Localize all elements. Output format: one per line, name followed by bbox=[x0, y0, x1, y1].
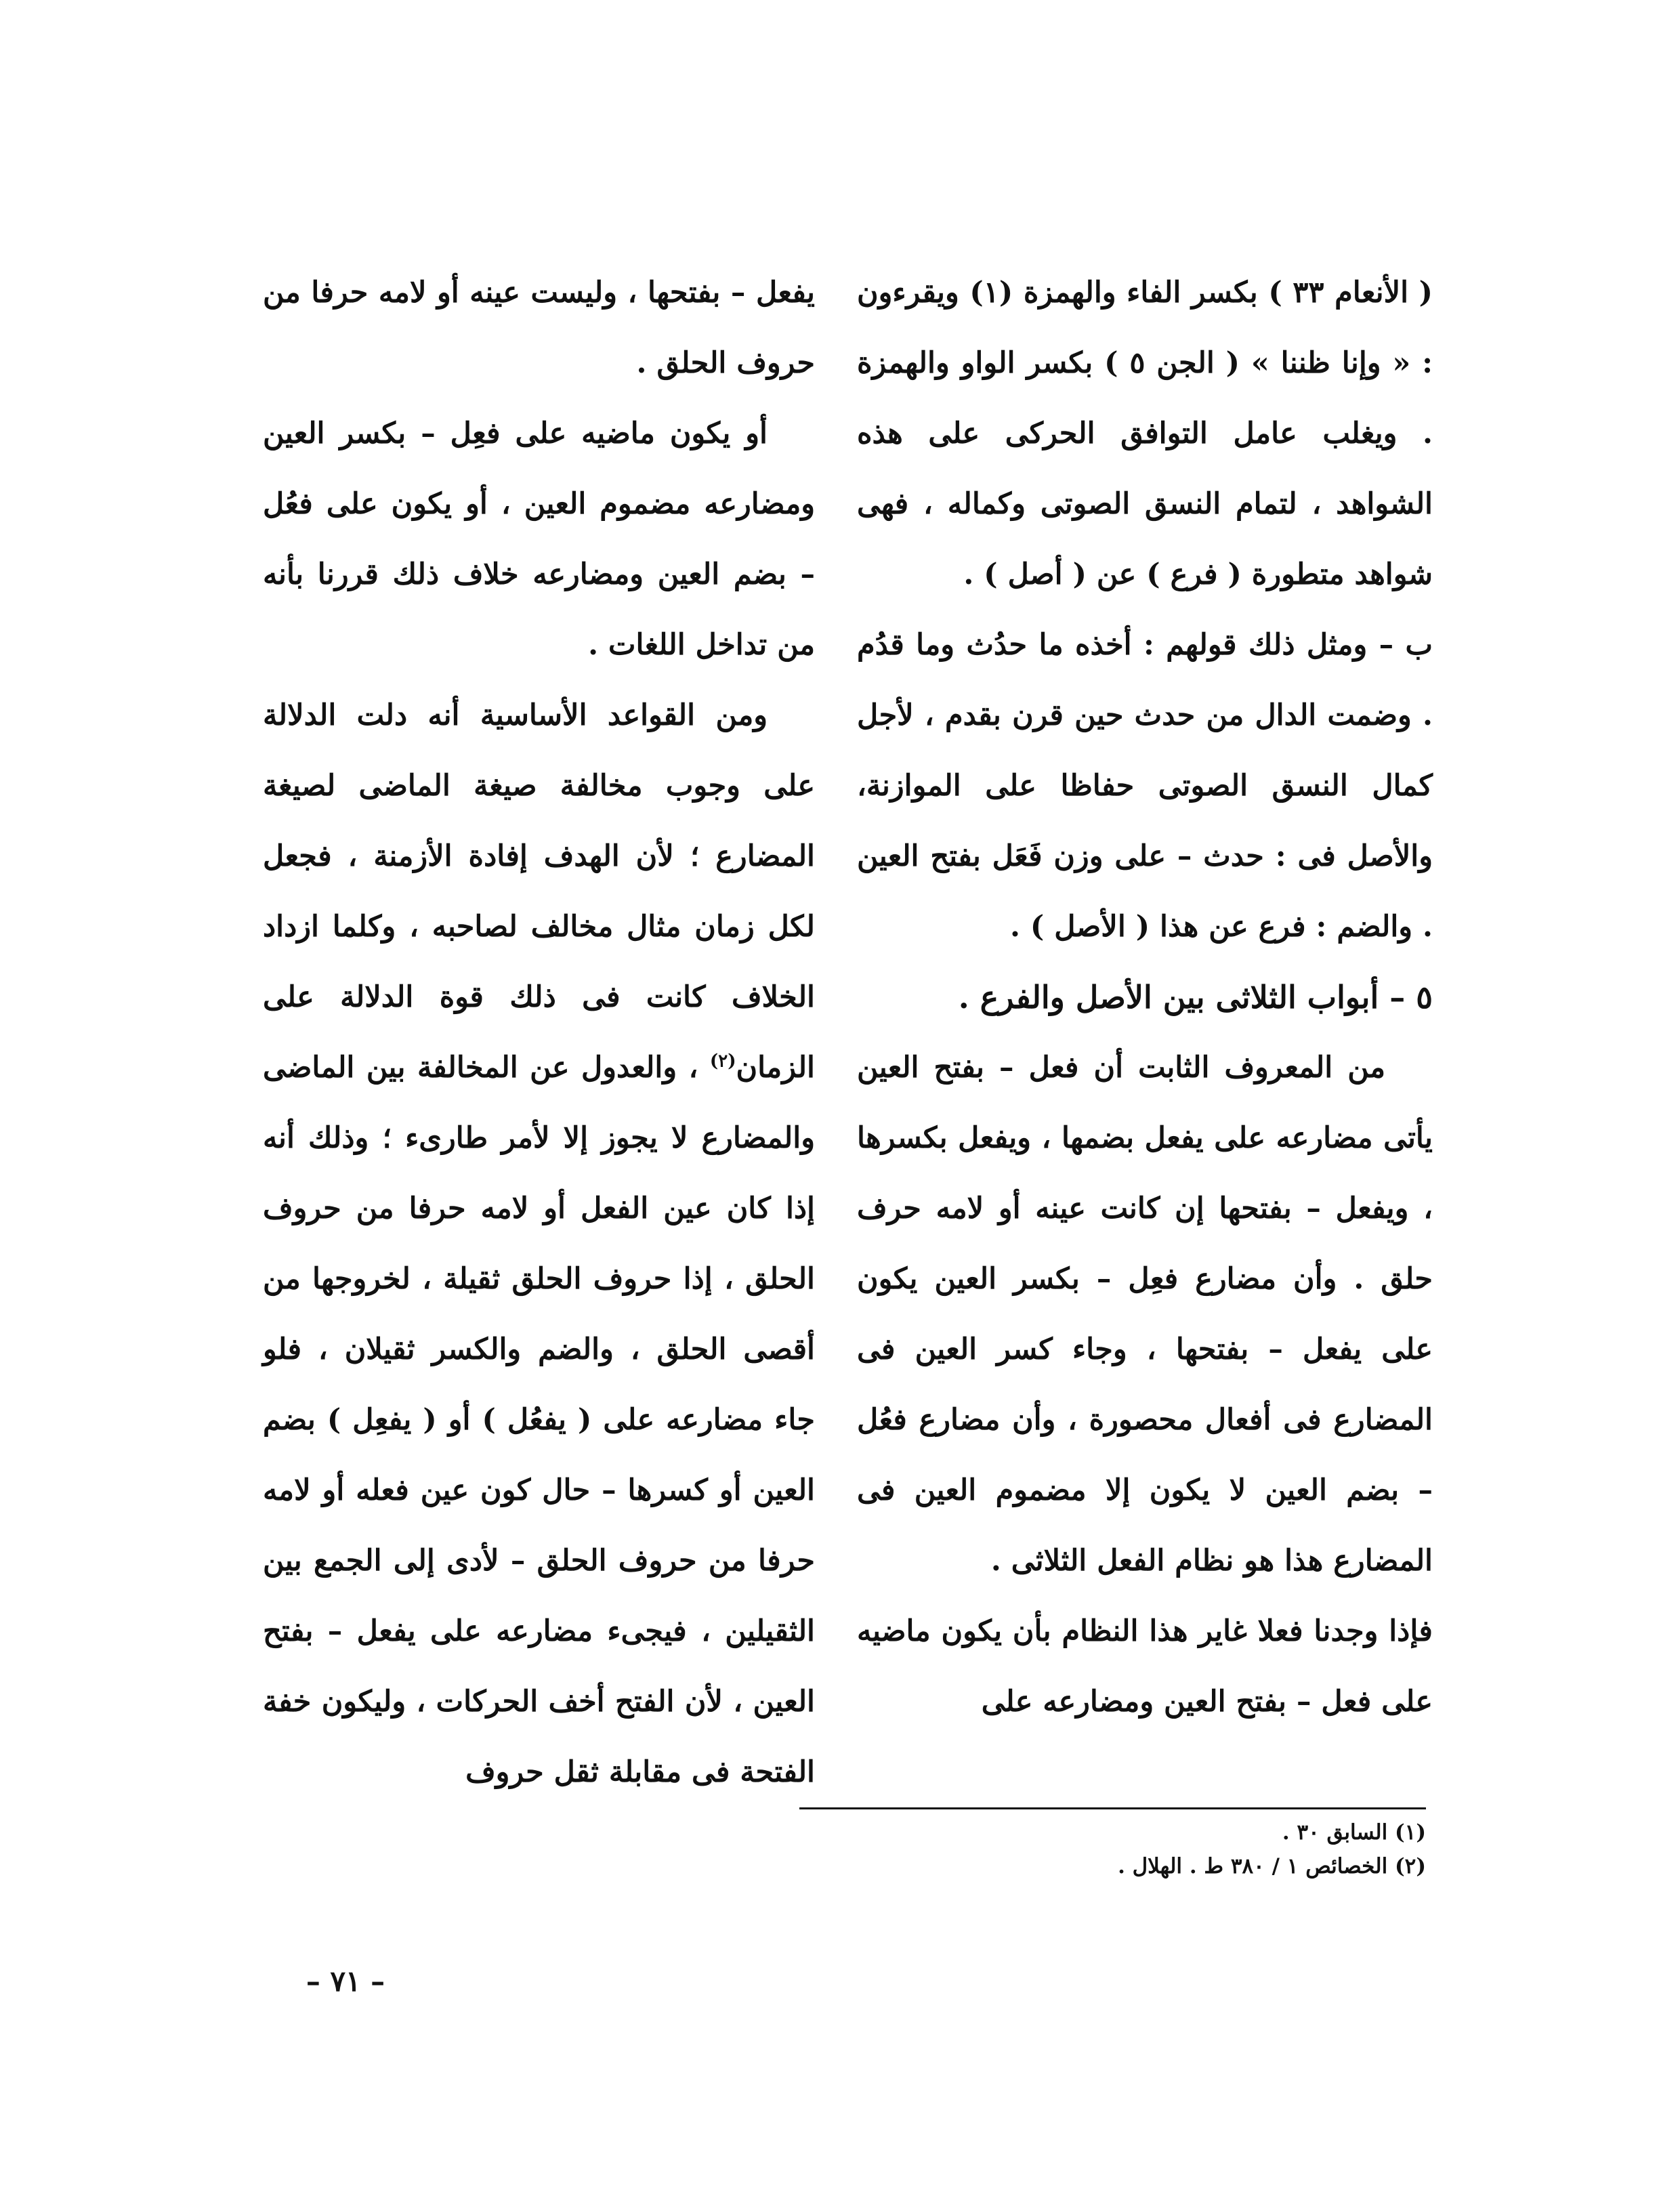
right-paragraph-4: فإذا وجدنا فعلا غاير هذا النظام بأن يكون ماضيه على فعل – بفتح العين ومضارعه على bbox=[857, 1614, 1433, 1719]
left-paragraph-2: أو يكون ماضيه على فعِل – بكسر العين ومضارعه مضموم العين ، أو يكون على فعُل – بضم العين ومضارعه خلاف ذلك قررنا بأنه من تداخل اللغات . bbox=[263, 417, 815, 662]
right-paragraph-2: ب – ومثل ذلك قولهم : أخذه ما حدُث وما قدُم . وضمت الدال من حدث حين قرن بقدم ، لأجل كمال النسق الصوتى حفاظا على الموازنة، والأصل فى : حدث – على وزن فَعَل بفتح العين . والضم : فرع عن هذا ( الأصل ) . bbox=[857, 628, 1433, 944]
right-paragraph-3: من المعروف الثابت أن فعل – بفتح العين يأتى مضارعه على يفعل بضمها ، ويفعل بكسرها ، ويفعل – بفتحها إن كانت عينه أو لامه حرف حلق . وأن مضارع فعِل – بكسر العين يكون على يفعل – بفتحها ، وجاء كسر العين فى المضارع فى أفعال محصورة ، وأن مضارع فعُل – بضم العين لا يكون إلا مضموم العين فى المضارع هذا هو نظام الفعل الثلاثى . bbox=[857, 1051, 1433, 1578]
footnote-1: (١) السابق ٣٠ . bbox=[1282, 1820, 1426, 1845]
right-paragraph-1: ( الأنعام ٣٣ ) بكسر الفاء والهمزة (١) ويقرءون : « وإنا ظننا » ( الجن ٥ ) بكسر الواو والهمزة . ويغلب عامل التوافق الحركى على هذه الشواهد ، لتمام النسق الصوتى وكماله ، فهى شواهد متطورة ( فرع ) عن ( أصل ) . bbox=[857, 276, 1433, 591]
footnotes bbox=[799, 1816, 1426, 1883]
footnote-divider bbox=[799, 1807, 1426, 1809]
left-paragraph-3-part-a: ومن القواعد الأساسية أنه دلت الدلالة على وجوب مخالفة صيغة الماضى لصيغة المضارع ؛ لأن الهدف إفادة الأزمنة ، فجعل لكل زمان مثال مخالف لصاحبه ، وكلما ازداد الخلاف كانت فى ذلك قوة الدلالة على الزمان bbox=[263, 698, 815, 1085]
left-paragraph-3-part-b: ، والعدول عن المخالفة بين الماضى والمضارع لا يجوز إلا لأمر طارىء ؛ وذلك أنه إذا كان عين الفعل أو لامه حرفا من حروف الحلق ، إذا حروف الحلق ثقيلة ، لخروجها من أقصى الحلق ، والضم والكسر ثقيلان ، فلو جاء مضارعه على ( يفعُل ) أو ( يفعِل ) بضم العين أو كسرها – حال كون عين فعله أو لامه حرفا من حروف الحلق – لأدى إلى الجمع بين الثقيلين ، فيجىء مضارعه على يفعل – بفتح العين ، لأن الفتح أخف الحركات ، وليكون خفة الفتحة فى مقابلة ثقل حروف bbox=[263, 1051, 815, 1789]
footnote-ref-2: (٢) bbox=[709, 1051, 736, 1072]
footnote-2: (٢) الخصائص ١ / ٣٨٠ ط . الهلال . bbox=[1118, 1854, 1426, 1879]
left-column bbox=[263, 257, 815, 1807]
page-number: – ٧١ – bbox=[306, 1965, 385, 1998]
right-column bbox=[857, 257, 1433, 1737]
left-paragraph-3 bbox=[263, 680, 815, 1807]
section-heading: ٥ – أبواب الثلاثى بين الأصل والفرع . bbox=[958, 979, 1433, 1015]
left-paragraph-1: يفعل – بفتحها ، وليست عينه أو لامه حرفا من حروف الحلق . bbox=[263, 276, 815, 380]
